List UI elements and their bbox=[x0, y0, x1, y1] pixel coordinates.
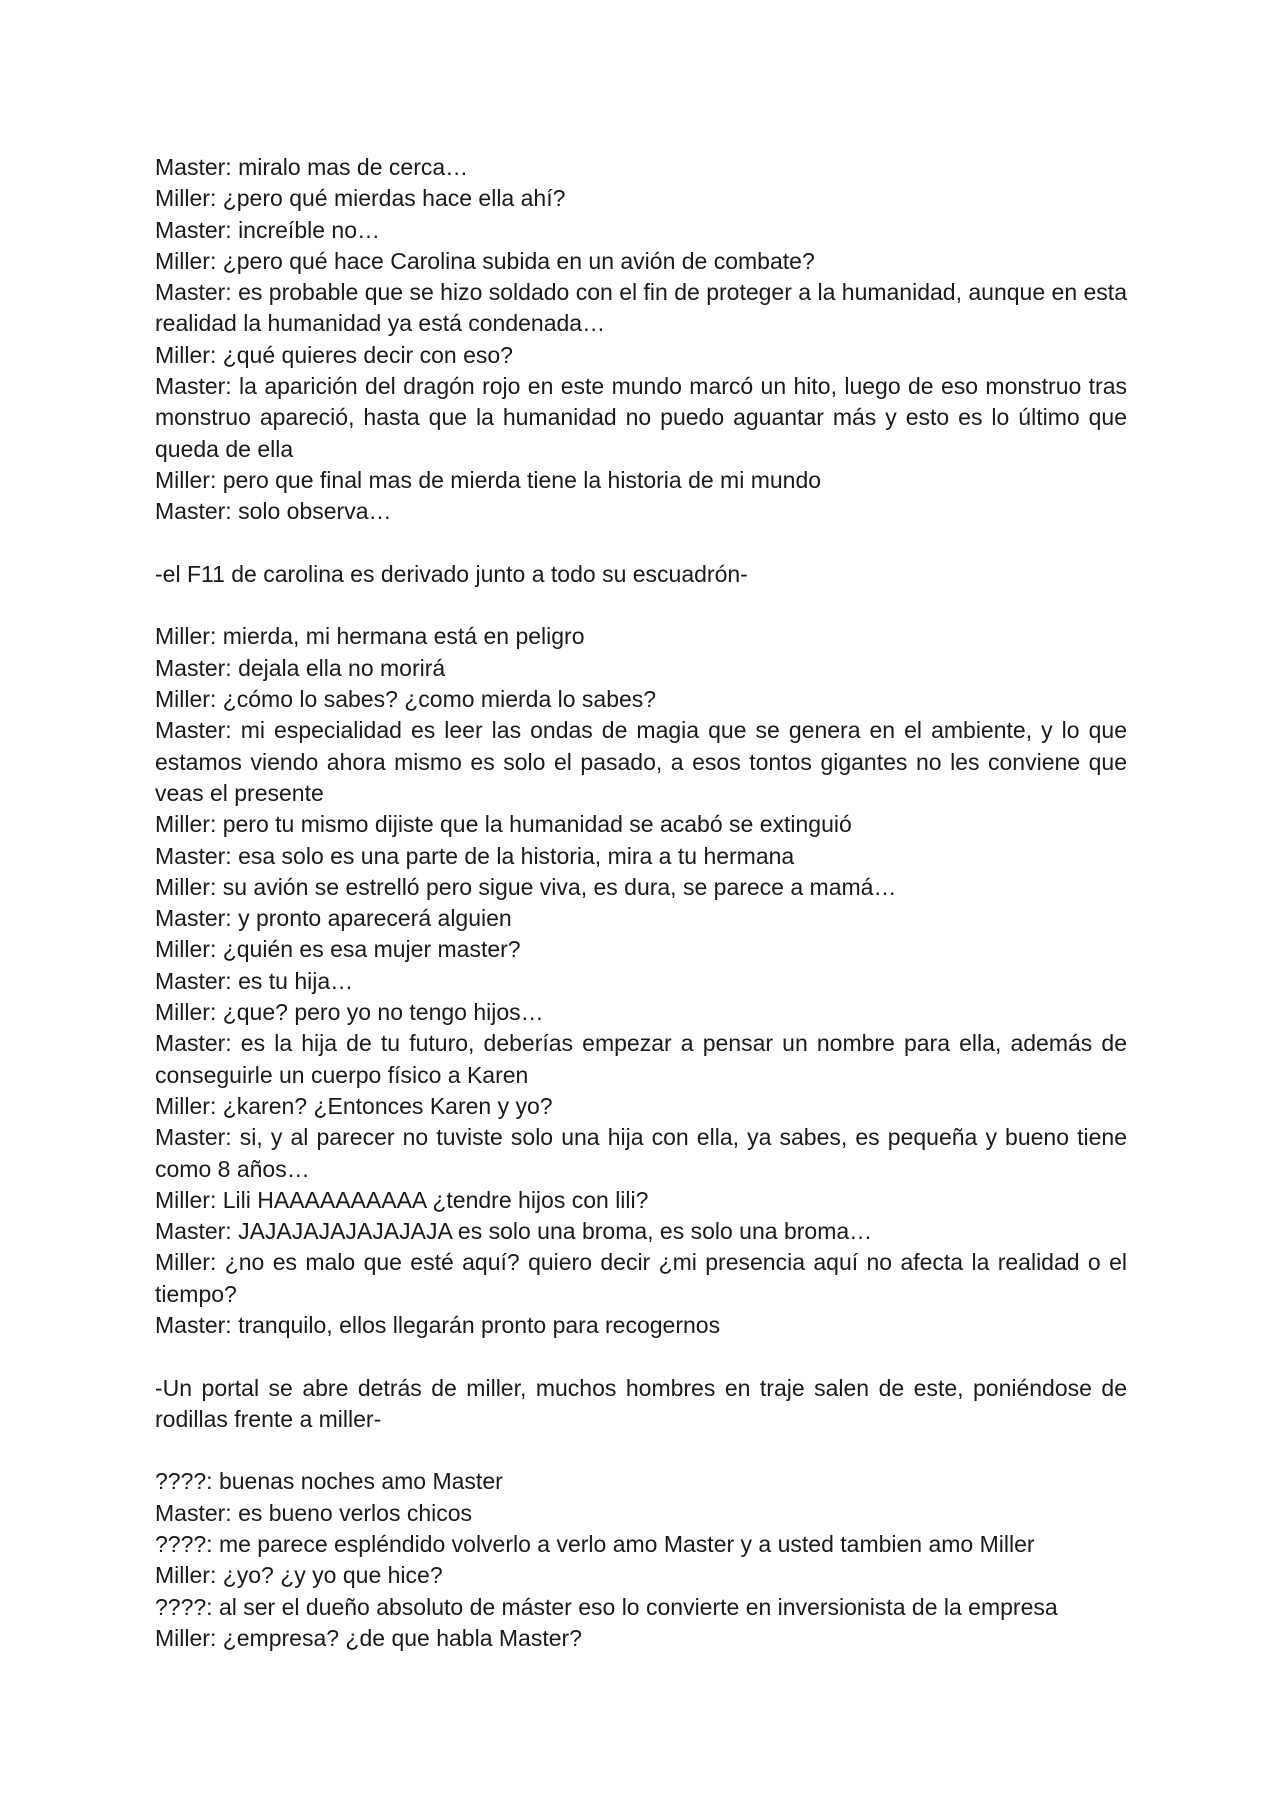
paragraph-gap bbox=[155, 1341, 1127, 1372]
paragraph-gap bbox=[155, 528, 1127, 559]
dialogue-line: Miller: ¿pero qué hace Carolina subida en un avión de combate? bbox=[155, 247, 815, 274]
dialogue-line: Master: la aparición del dragón rojo en este mundo marcó un hito, luego de eso monstruo tras monstruo apareció, hasta que la humanidad no puedo aguantar más y esto es lo último que queda de ella bbox=[155, 373, 1127, 462]
dialogue-line: Miller: ¿yo? ¿y yo que hice? bbox=[155, 1562, 443, 1589]
dialogue-line: Miller: ¿pero qué mierdas hace ella ahí? bbox=[155, 185, 566, 212]
document-body bbox=[155, 152, 1127, 1654]
dialogue-line: Master: esa solo es una parte de la historia, mira a tu hermana bbox=[155, 842, 795, 869]
dialogue-line: ????: me parece espléndido volverlo a verlo amo Master y a usted tambien amo Miller bbox=[155, 1531, 1035, 1558]
dialogue-line: ????: buenas noches amo Master bbox=[155, 1468, 503, 1495]
dialogue-line: Master: es bueno verlos chicos bbox=[155, 1499, 473, 1526]
narration-line: -el F11 de carolina es derivado junto a todo su escuadrón- bbox=[155, 560, 748, 587]
dialogue-line: Master: dejala ella no morirá bbox=[155, 654, 446, 681]
dialogue-line: Master: es probable que se hizo soldado con el fin de proteger a la humanidad, aunque en esta realidad la humanidad ya está condenada… bbox=[155, 279, 1127, 337]
dialogue-line: Miller: mierda, mi hermana está en peligro bbox=[155, 623, 585, 650]
dialogue-line: Miller: pero que final mas de mierda tiene la historia de mi mundo bbox=[155, 466, 822, 493]
dialogue-line: Miller: ¿cómo lo sabes? ¿como mierda lo sabes? bbox=[155, 686, 657, 713]
narration-line: -Un portal se abre detrás de miller, muchos hombres en traje salen de este, poniéndose de rodillas frente a miller- bbox=[155, 1374, 1127, 1432]
paragraph-gap bbox=[155, 1435, 1127, 1466]
dialogue-line: ????: al ser el dueño absoluto de máster eso lo convierte en inversionista de la empresa bbox=[155, 1593, 1058, 1620]
dialogue-line: Master: increíble no… bbox=[155, 216, 380, 243]
dialogue-line: Miller: ¿que? pero yo no tengo hijos… bbox=[155, 999, 544, 1026]
dialogue-line: Master: es la hija de tu futuro, deberías empezar a pensar un nombre para ella, además de conseguirle un cuerpo físico a Karen bbox=[155, 1030, 1127, 1088]
paragraph-gap bbox=[155, 590, 1127, 621]
dialogue-line: Miller: su avión se estrelló pero sigue viva, es dura, se parece a mamá… bbox=[155, 873, 897, 900]
dialogue-line: Master: miralo mas de cerca… bbox=[155, 154, 469, 180]
dialogue-line: Miller: ¿qué quieres decir con eso? bbox=[155, 341, 513, 368]
dialogue-line: Master: es tu hija… bbox=[155, 967, 354, 994]
dialogue-line: Miller: Lili HAAAAAAAAAA ¿tendre hijos con lili? bbox=[155, 1186, 649, 1213]
dialogue-line: Master: y pronto aparecerá alguien bbox=[155, 905, 512, 932]
dialogue-line: Master: si, y al parecer no tuviste solo una hija con ella, ya sabes, es pequeña y bueno tiene como 8 años… bbox=[155, 1124, 1127, 1182]
dialogue-line: Miller: ¿no es malo que esté aquí? quiero decir ¿mi presencia aquí no afecta la realidad o el tiempo? bbox=[155, 1249, 1127, 1307]
dialogue-line: Master: JAJAJAJAJAJAJAJA es solo una broma, es solo una broma… bbox=[155, 1218, 873, 1245]
dialogue-line: Master: tranquilo, ellos llegarán pronto para recogernos bbox=[155, 1311, 721, 1338]
dialogue-line: Miller: ¿karen? ¿Entonces Karen y yo? bbox=[155, 1092, 553, 1119]
dialogue-line: Miller: ¿empresa? ¿de que habla Master? bbox=[155, 1624, 582, 1651]
dialogue-line: Miller: pero tu mismo dijiste que la humanidad se acabó se extinguió bbox=[155, 811, 852, 838]
dialogue-line: Master: solo observa… bbox=[155, 498, 392, 525]
dialogue-line: Miller: ¿quién es esa mujer master? bbox=[155, 936, 521, 963]
dialogue-line: Master: mi especialidad es leer las ondas de magia que se genera en el ambiente, y lo que estamos viendo ahora mismo es solo el pasado, a esos tontos gigantes no les conviene que veas el presente bbox=[155, 717, 1127, 806]
